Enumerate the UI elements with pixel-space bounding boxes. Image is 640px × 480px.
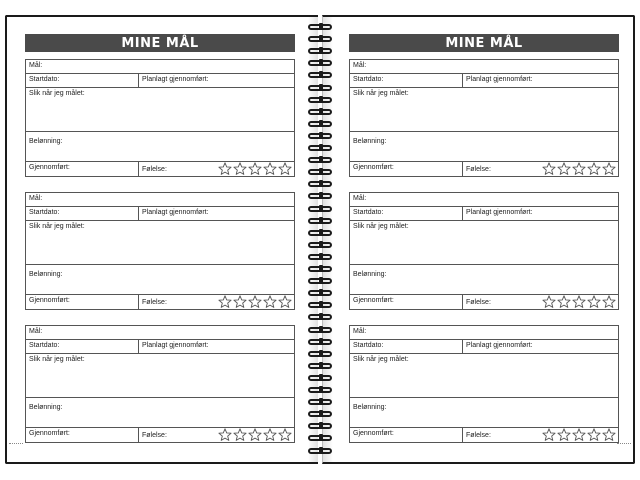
goal-label: Mål: (29, 62, 43, 69)
how-field[interactable] (26, 221, 294, 264)
spiral-ring-icon (308, 399, 332, 405)
completed-label: Gjennomført: (29, 297, 70, 304)
start-date-field[interactable] (26, 74, 138, 87)
how-field[interactable] (350, 354, 618, 397)
planned-date-field[interactable] (462, 340, 618, 353)
planned-date-field[interactable] (462, 74, 618, 87)
how-field[interactable] (26, 88, 294, 131)
start-date-label: Startdato: (29, 209, 60, 216)
spiral-ring-icon (308, 423, 332, 429)
spiral-ring-icon (308, 218, 332, 224)
goal-field[interactable] (350, 193, 618, 206)
goal-field[interactable] (350, 326, 618, 339)
spiral-ring-icon (308, 169, 332, 175)
how-field[interactable] (350, 88, 618, 131)
completion-row (26, 295, 294, 309)
star-outline-icon[interactable] (248, 162, 262, 175)
spiral-ring-icon (308, 435, 332, 441)
completed-field[interactable] (26, 428, 138, 442)
spiral-ring-icon (308, 278, 332, 284)
dates-row (26, 340, 294, 354)
start-date-label: Startdato: (29, 342, 60, 349)
spiral-ring-icon (308, 302, 332, 308)
spiral-ring-icon (308, 24, 332, 30)
star-outline-icon[interactable] (602, 428, 616, 441)
how-row (350, 88, 618, 132)
goal-field[interactable] (26, 326, 294, 339)
how-row (350, 221, 618, 265)
goal-field[interactable] (26, 193, 294, 206)
spiral-ring-icon (308, 339, 332, 345)
star-outline-icon[interactable] (278, 295, 292, 308)
spiral-ring-icon (308, 85, 332, 91)
planned-date-field[interactable] (138, 207, 294, 220)
star-outline-icon[interactable] (233, 428, 247, 441)
goal-label: Mål: (353, 195, 367, 202)
spiral-ring-icon (308, 72, 332, 78)
planned-date-label: Planlagt gjennomført: (466, 342, 533, 349)
start-date-field[interactable] (350, 207, 462, 220)
feeling-label: Følelse: (466, 165, 491, 173)
reward-label: Belønning: (353, 271, 387, 278)
planned-date-label: Planlagt gjennomført: (142, 76, 209, 83)
star-outline-icon[interactable] (278, 428, 292, 441)
star-outline-icon[interactable] (248, 295, 262, 308)
reward-field[interactable] (350, 265, 618, 294)
spiral-ring-icon (308, 363, 332, 369)
feeling-label: Følelse: (142, 165, 167, 173)
corner-marker (9, 430, 23, 444)
spiral-ring-icon (308, 36, 332, 42)
goal-block (349, 192, 619, 310)
star-outline-icon[interactable] (557, 295, 571, 308)
spiral-ring-icon (308, 60, 332, 66)
star-outline-icon[interactable] (218, 295, 232, 308)
spiral-ring-icon (308, 242, 332, 248)
star-outline-icon[interactable] (263, 162, 277, 175)
goal-row (350, 60, 618, 74)
how-label: Slik når jeg målet: (353, 90, 409, 97)
spiral-ring-icon (308, 254, 332, 260)
spiral-ring-icon (308, 48, 332, 54)
completed-label: Gjennomført: (353, 297, 394, 304)
how-row (350, 354, 618, 398)
star-outline-icon[interactable] (587, 428, 601, 441)
spiral-ring-icon (308, 387, 332, 393)
goal-row (26, 193, 294, 207)
planned-date-label: Planlagt gjennomført: (466, 209, 533, 216)
spiral-ring-icon (308, 230, 332, 236)
feeling-label: Følelse: (142, 431, 167, 439)
completion-row (26, 428, 294, 442)
reward-field[interactable] (350, 132, 618, 161)
start-date-field[interactable] (26, 207, 138, 220)
star-outline-icon[interactable] (233, 295, 247, 308)
star-outline-icon[interactable] (572, 428, 586, 441)
goal-row (350, 326, 618, 340)
page-title: MINE MÅL (25, 34, 295, 52)
completed-field[interactable] (350, 162, 462, 176)
star-outline-icon[interactable] (248, 428, 262, 441)
reward-row (350, 132, 618, 162)
spiral-ring-icon (308, 290, 332, 296)
feeling-label: Følelse: (142, 298, 167, 306)
spiral-ring-icon (308, 121, 332, 127)
planned-date-field[interactable] (462, 207, 618, 220)
star-outline-icon[interactable] (218, 162, 232, 175)
planned-date-label: Planlagt gjennomført: (142, 209, 209, 216)
how-field[interactable] (26, 354, 294, 397)
start-date-label: Startdato: (353, 209, 384, 216)
spiral-ring-icon (308, 375, 332, 381)
start-date-field[interactable] (350, 340, 462, 353)
dates-row (350, 340, 618, 354)
start-date-field[interactable] (350, 74, 462, 87)
star-outline-icon[interactable] (602, 162, 616, 175)
reward-row (26, 132, 294, 162)
spiral-ring-icon (308, 351, 332, 357)
goal-block (25, 192, 295, 310)
goal-field[interactable] (26, 60, 294, 73)
spiral-ring-icon (308, 193, 332, 199)
planned-date-field[interactable] (138, 340, 294, 353)
spiral-binding (305, 20, 335, 460)
start-date-field[interactable] (26, 340, 138, 353)
how-label: Slik når jeg målet: (29, 90, 85, 97)
completed-field[interactable] (350, 295, 462, 309)
completion-row (350, 162, 618, 176)
star-outline-icon[interactable] (557, 162, 571, 175)
star-outline-icon[interactable] (557, 428, 571, 441)
spiral-ring-icon (308, 206, 332, 212)
spiral-ring-icon (308, 266, 332, 272)
reward-label: Belønning: (353, 138, 387, 145)
feeling-label: Følelse: (466, 298, 491, 306)
goal-row (26, 60, 294, 74)
goal-block (349, 59, 619, 177)
reward-row (26, 265, 294, 295)
star-outline-icon[interactable] (542, 295, 556, 308)
goal-block (25, 59, 295, 177)
dates-row (26, 207, 294, 221)
feeling-rating[interactable] (542, 428, 616, 441)
completed-field[interactable] (350, 428, 462, 442)
star-outline-icon[interactable] (587, 295, 601, 308)
completed-label: Gjennomført: (353, 164, 394, 171)
completion-row (350, 295, 618, 309)
reward-row (26, 398, 294, 428)
completed-field[interactable] (26, 295, 138, 309)
star-outline-icon[interactable] (542, 428, 556, 441)
reward-field[interactable] (26, 265, 294, 294)
feeling-field (138, 162, 294, 176)
planned-date-field[interactable] (138, 74, 294, 87)
corner-marker (617, 430, 631, 444)
reward-field[interactable] (350, 398, 618, 427)
spiral-ring-icon (308, 411, 332, 417)
goal-label: Mål: (29, 328, 43, 335)
spiral-ring-icon (308, 181, 332, 187)
reward-row (350, 265, 618, 295)
how-label: Slik når jeg målet: (353, 223, 409, 230)
dates-row (350, 207, 618, 221)
planned-date-label: Planlagt gjennomført: (142, 342, 209, 349)
reward-label: Belønning: (353, 404, 387, 411)
how-label: Slik når jeg målet: (353, 356, 409, 363)
spiral-ring-icon (308, 157, 332, 163)
star-outline-icon[interactable] (602, 295, 616, 308)
completed-field[interactable] (26, 162, 138, 176)
completion-row (26, 162, 294, 176)
feeling-field (138, 428, 294, 442)
feeling-rating[interactable] (218, 295, 292, 308)
right-page (322, 15, 635, 464)
star-outline-icon[interactable] (218, 428, 232, 441)
star-outline-icon[interactable] (587, 162, 601, 175)
goal-label: Mål: (353, 62, 367, 69)
how-field[interactable] (350, 221, 618, 264)
completed-label: Gjennomført: (353, 430, 394, 437)
how-label: Slik når jeg målet: (29, 356, 85, 363)
star-outline-icon[interactable] (572, 162, 586, 175)
spiral-ring-icon (308, 145, 332, 151)
feeling-rating[interactable] (218, 162, 292, 175)
start-date-label: Startdato: (29, 76, 60, 83)
feeling-rating[interactable] (542, 162, 616, 175)
star-outline-icon[interactable] (263, 428, 277, 441)
goal-field[interactable] (350, 60, 618, 73)
feeling-field (462, 295, 618, 309)
star-outline-icon[interactable] (233, 162, 247, 175)
start-date-label: Startdato: (353, 76, 384, 83)
feeling-rating[interactable] (542, 295, 616, 308)
how-row (26, 221, 294, 265)
spiral-ring-icon (308, 109, 332, 115)
how-label: Slik når jeg målet: (29, 223, 85, 230)
spiral-ring-icon (308, 327, 332, 333)
how-row (26, 88, 294, 132)
spiral-ring-icon (308, 448, 332, 454)
left-page (5, 15, 318, 464)
goal-block (25, 325, 295, 443)
feeling-field (138, 295, 294, 309)
dates-row (26, 74, 294, 88)
star-outline-icon[interactable] (263, 295, 277, 308)
spiral-ring-icon (308, 133, 332, 139)
feeling-field (462, 428, 618, 442)
goal-row (350, 193, 618, 207)
reward-field[interactable] (26, 132, 294, 161)
reward-label: Belønning: (29, 404, 63, 411)
planned-date-label: Planlagt gjennomført: (466, 76, 533, 83)
spiral-ring-icon (308, 97, 332, 103)
spiral-ring-icon (308, 314, 332, 320)
reward-row (350, 398, 618, 428)
star-outline-icon[interactable] (278, 162, 292, 175)
feeling-label: Følelse: (466, 431, 491, 439)
star-outline-icon[interactable] (542, 162, 556, 175)
feeling-rating[interactable] (218, 428, 292, 441)
reward-label: Belønning: (29, 138, 63, 145)
goal-label: Mål: (29, 195, 43, 202)
feeling-field (462, 162, 618, 176)
reward-label: Belønning: (29, 271, 63, 278)
reward-field[interactable] (26, 398, 294, 427)
star-outline-icon[interactable] (572, 295, 586, 308)
completed-label: Gjennomført: (29, 164, 70, 171)
page-title: MINE MÅL (349, 34, 619, 52)
how-row (26, 354, 294, 398)
completion-row (350, 428, 618, 442)
dates-row (350, 74, 618, 88)
completed-label: Gjennomført: (29, 430, 70, 437)
goal-block (349, 325, 619, 443)
goal-label: Mål: (353, 328, 367, 335)
goal-row (26, 326, 294, 340)
start-date-label: Startdato: (353, 342, 384, 349)
